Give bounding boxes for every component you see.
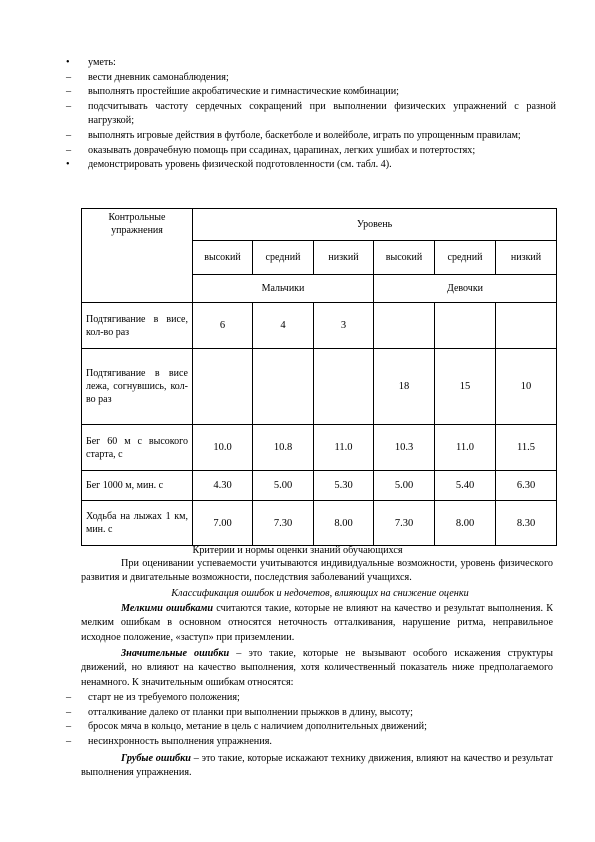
cell-value: 5.30: [314, 471, 374, 501]
row-label: Бег 1000 м, мин. с: [82, 471, 193, 501]
list-item: – выполнять игровые действия в футболе, баскетболе и волейболе, играть по упрощенным правилам;: [66, 129, 521, 141]
cell-value: 5.00: [253, 471, 314, 501]
level-header: высокий: [193, 241, 253, 275]
cell-value: 18: [374, 349, 435, 425]
row-label: Подтягивание в висе лежа, согнувшись, кол-во раз: [82, 349, 193, 425]
level-header: средний: [253, 241, 314, 275]
cell-value: 10.8: [253, 425, 314, 471]
group-boys: Мальчики: [193, 275, 374, 303]
gross-errors-paragraph: Грубые ошибки – это такие, которые искажают технику движения, влияют на качество и результат выполнения упражнения.: [81, 753, 554, 779]
table-row: [82, 425, 557, 471]
level-header: средний: [435, 241, 496, 275]
cell-value: 7.00: [193, 501, 253, 546]
cell-value: [314, 349, 374, 425]
cell-value: 5.40: [435, 471, 496, 501]
cell-value: 11.5: [496, 425, 557, 471]
level-header: низкий: [496, 241, 557, 275]
list-item: – вести дневник самонаблюдения;: [66, 71, 229, 83]
minor-errors-term: Мелкими ошибками: [121, 603, 214, 614]
criteria-title: Критерии и нормы оценки знаний обучающихся: [192, 545, 403, 556]
header-exercises: Контрольные упражнения: [82, 209, 193, 303]
table-row: [82, 471, 557, 501]
list-item: • уметь:: [66, 57, 116, 68]
cell-value: [253, 349, 314, 425]
fitness-standards-table: [81, 208, 557, 546]
list-item: – подсчитывать частоту сердечных сокращений при выполнении физических упражнений с разной нагрузкой;: [66, 100, 556, 127]
list-item: – оказывать доврачебную помощь при ссадинах, царапинах, легких ушибах и потертостях;: [66, 144, 476, 156]
cell-value: 10.3: [374, 425, 435, 471]
list-item: • демонстрировать уровень физической подготовленности (см. табл. 4).: [66, 159, 392, 171]
significant-errors-paragraph: Значительные ошибки – это такие, которые не вызывают особого искажения структуры движений, но влияют на качество выполнения, хотя количественный показатель ниже предполагаемого ненамного. К значительным ошибкам относятся:: [81, 648, 553, 688]
table-row: [82, 303, 557, 349]
cell-value: [496, 303, 557, 349]
cell-value: [435, 303, 496, 349]
cell-value: 3: [314, 303, 374, 349]
cell-value: 10.0: [193, 425, 253, 471]
assessment-paragraph: При оценивании успеваемости учитываются индивидуальные возможности, уровень физического развития и двигательные возможности, последствия заболеваний учащихся.: [81, 558, 553, 584]
cell-value: 11.0: [314, 425, 374, 471]
row-label: Бег 60 м с высокого старта, с: [82, 425, 193, 471]
cell-value: 7.30: [253, 501, 314, 546]
row-label: Ходьба на лыжах 1 км, мин. с: [82, 501, 193, 546]
cell-value: [374, 303, 435, 349]
gross-errors-term: Грубые ошибки: [121, 753, 191, 764]
cell-value: 10: [496, 349, 557, 425]
cell-value: 8.00: [314, 501, 374, 546]
table-row: [82, 501, 557, 546]
minor-errors-paragraph: Мелкими ошибками считаются такие, которые не влияют на качество и результат выполнения. К мелким ошибкам в основном относятся неточность отталкивания, нарушение ритма, неправильное исходное положение, «заступ» при приземлении.: [81, 603, 553, 643]
cell-value: 7.30: [374, 501, 435, 546]
list-item: – бросок мяча в кольцо, метание в цель с наличием дополнительных движений;: [66, 721, 427, 733]
cell-value: 8.30: [496, 501, 557, 546]
level-header: низкий: [314, 241, 374, 275]
skills-list: [66, 56, 556, 173]
cell-value: 11.0: [435, 425, 496, 471]
list-item: – отталкивание далеко от планки при выполнении прыжков в длину, высоту;: [66, 706, 413, 718]
list-item: – выполнять простейшие акробатические и гимнастические комбинации;: [66, 86, 399, 98]
level-header: высокий: [374, 241, 435, 275]
cell-value: 15: [435, 349, 496, 425]
cell-value: 8.00: [435, 501, 496, 546]
cell-value: [193, 349, 253, 425]
significant-errors-term: Значительные ошибки: [121, 648, 230, 659]
header-level: Уровень: [193, 209, 557, 241]
row-label: Подтягивание в висе, кол-во раз: [82, 303, 193, 349]
cell-value: 6: [193, 303, 253, 349]
significant-errors-list: [66, 691, 556, 749]
cell-value: 5.00: [374, 471, 435, 501]
cell-value: 4.30: [193, 471, 253, 501]
cell-value: 4: [253, 303, 314, 349]
table-row: [82, 349, 557, 425]
list-item: – несинхронность выполнения упражнения.: [66, 735, 272, 747]
group-girls: Девочки: [374, 275, 557, 303]
list-item: – старт не из требуемого положения;: [66, 692, 240, 703]
classification-title: Классификация ошибок и недочетов, влияющих на снижение оценки: [171, 588, 469, 599]
cell-value: 6.30: [496, 471, 557, 501]
